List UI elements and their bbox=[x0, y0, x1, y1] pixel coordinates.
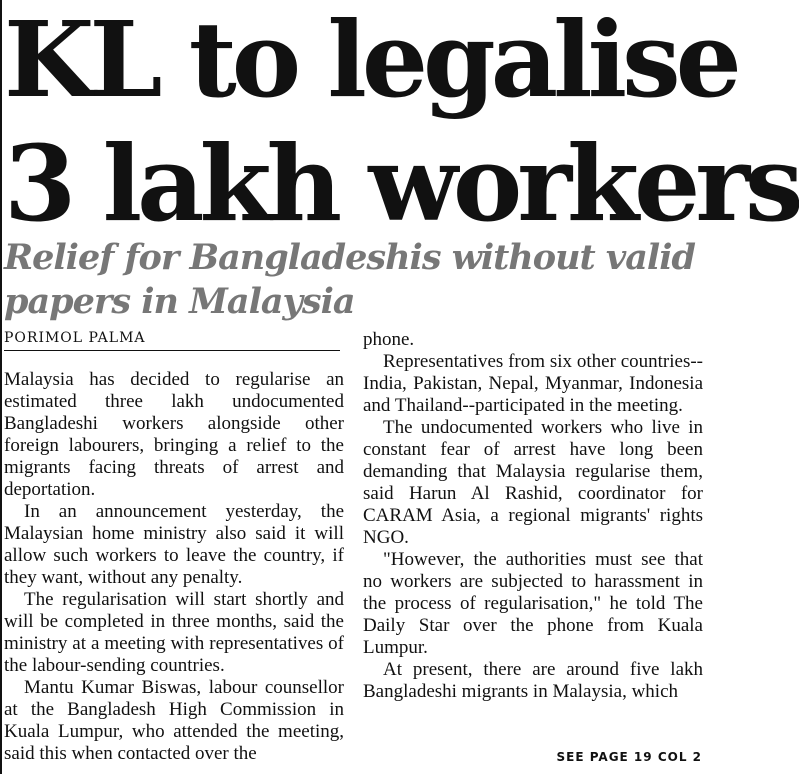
headline-line-2: 3 lakh workers bbox=[4, 122, 799, 245]
byline: PORIMOL PALMA bbox=[4, 330, 340, 351]
paragraph: Representatives from six other countries--India, Pakistan, Nepal, Myanmar, Indonesia and Thailand--participated in the meeting. bbox=[363, 351, 703, 416]
continuation-note: SEE PAGE 19 COL 2 bbox=[556, 750, 702, 764]
paragraph: Malaysia has decided to regularise an estimated three lakh undocumented Bangladeshi workers alongside other foreign labourers, bringing a relief to the migrants facing threats of arrest and deportation. bbox=[4, 369, 344, 500]
subheadline-line-2: papers in Malaysia bbox=[4, 281, 355, 322]
article-column-2 bbox=[363, 329, 703, 703]
headline-line-1: KL to legalise bbox=[4, 0, 737, 121]
subheadline-line-1: Relief for Bangladeshis without valid bbox=[4, 237, 695, 278]
left-column-rule bbox=[0, 0, 2, 774]
paragraph: At present, there are around five lakh Bangladeshi migrants in Malaysia, which bbox=[363, 659, 703, 702]
paragraph: Mantu Kumar Biswas, labour counsellor at the Bangladesh High Commission in Kuala Lumpur, who attended the meeting, said this when contacted over the bbox=[4, 677, 344, 764]
paragraph: phone. bbox=[363, 329, 415, 350]
paragraph: The undocumented workers who live in constant fear of arrest have long been demanding that Malaysia regularise them, said Harun Al Rashid, coordinator for CARAM Asia, a regional migrants' rights NGO. bbox=[363, 417, 703, 548]
subheadline bbox=[4, 236, 704, 324]
headline bbox=[4, 0, 799, 246]
paragraph: In an announcement yesterday, the Malaysian home ministry also said it will allow such workers to leave the country, if they want, without any penalty. bbox=[4, 501, 344, 588]
paragraph: The regularisation will start shortly and will be completed in three months, said the ministry at a meeting with representatives of the labour-sending countries. bbox=[4, 589, 344, 676]
paragraph: "However, the authorities must see that no workers are subjected to harassment in the process of regularisation," he told The Daily Star over the phone from Kuala Lumpur. bbox=[363, 549, 703, 658]
article-column-1 bbox=[4, 369, 344, 765]
